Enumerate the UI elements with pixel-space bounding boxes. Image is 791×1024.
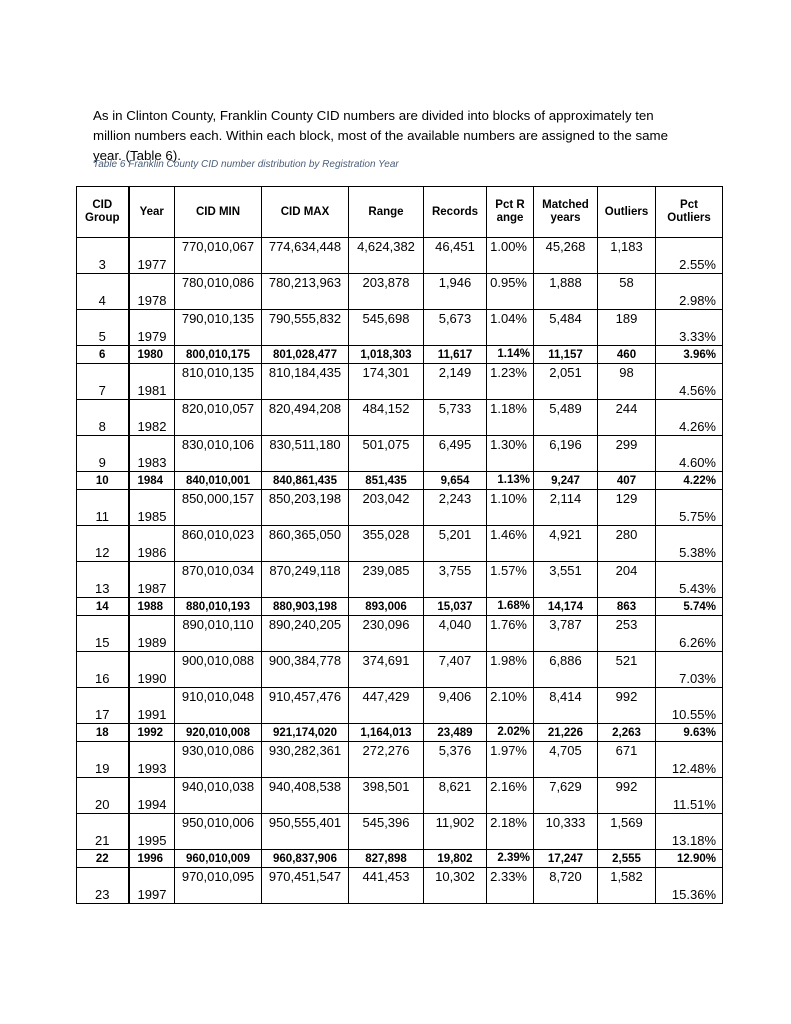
header-cid-min: CID MIN: [175, 187, 262, 238]
cell-year: 1984: [129, 472, 175, 490]
cell-matched-years: 2,114: [534, 490, 598, 526]
cell-range: 203,042: [349, 490, 424, 526]
cell-pct-outliers: 3.96%: [656, 346, 723, 364]
cell-pct-range: 0.95%: [487, 274, 534, 310]
cell-pct-outliers: 3.33%: [656, 310, 723, 346]
cell-pct-range: 2.18%: [487, 814, 534, 850]
cell-range: 1,018,303: [349, 346, 424, 364]
cell-outliers: 521: [598, 652, 656, 688]
table-row: [77, 652, 723, 688]
cell-outliers: 671: [598, 742, 656, 778]
cell-pct-range: 1.23%: [487, 364, 534, 400]
cell-records: 1,946: [424, 274, 487, 310]
cell-year: 1985: [129, 490, 175, 526]
cell-matched-years: 4,921: [534, 526, 598, 562]
cell-cid-max: 950,555,401: [262, 814, 349, 850]
cell-cid-min: 870,010,034: [175, 562, 262, 598]
cell-pct-range: 2.39%: [487, 850, 534, 868]
cell-cid-max: 774,634,448: [262, 238, 349, 274]
cell-year: 1988: [129, 598, 175, 616]
cell-cid-group: 6: [77, 346, 129, 364]
cell-cid-group: 12: [77, 526, 129, 562]
cell-cid-min: 850,000,157: [175, 490, 262, 526]
cell-matched-years: 3,787: [534, 616, 598, 652]
cell-outliers: 253: [598, 616, 656, 652]
cell-cid-max: 801,028,477: [262, 346, 349, 364]
cell-records: 3,755: [424, 562, 487, 598]
cell-year: 1981: [129, 364, 175, 400]
cell-cid-max: 790,555,832: [262, 310, 349, 346]
cell-matched-years: 3,551: [534, 562, 598, 598]
cell-records: 5,376: [424, 742, 487, 778]
cell-pct-range: 1.18%: [487, 400, 534, 436]
cell-outliers: 863: [598, 598, 656, 616]
cell-cid-max: 921,174,020: [262, 724, 349, 742]
cell-year: 1990: [129, 652, 175, 688]
cell-pct-outliers: 2.55%: [656, 238, 723, 274]
cell-cid-min: 960,010,009: [175, 850, 262, 868]
cell-records: 46,451: [424, 238, 487, 274]
header-cid-group: CID Group: [77, 187, 129, 238]
cell-cid-max: 870,249,118: [262, 562, 349, 598]
table-row: [77, 814, 723, 850]
cell-outliers: 280: [598, 526, 656, 562]
cell-cid-max: 820,494,208: [262, 400, 349, 436]
cell-records: 9,406: [424, 688, 487, 724]
cell-year: 1982: [129, 400, 175, 436]
table-header-row: [77, 187, 723, 238]
cell-matched-years: 5,484: [534, 310, 598, 346]
table-row: [77, 742, 723, 778]
cell-range: 501,075: [349, 436, 424, 472]
cell-year: 1979: [129, 310, 175, 346]
cell-records: 9,654: [424, 472, 487, 490]
header-cid-max: CID MAX: [262, 187, 349, 238]
table-row: [77, 850, 723, 868]
cell-matched-years: 8,720: [534, 868, 598, 904]
cell-cid-max: 780,213,963: [262, 274, 349, 310]
cell-year: 1977: [129, 238, 175, 274]
cell-range: 398,501: [349, 778, 424, 814]
cell-pct-outliers: 6.26%: [656, 616, 723, 652]
cell-records: 4,040: [424, 616, 487, 652]
cell-range: 545,396: [349, 814, 424, 850]
cell-pct-range: 2.16%: [487, 778, 534, 814]
cell-cid-max: 830,511,180: [262, 436, 349, 472]
cell-records: 11,617: [424, 346, 487, 364]
cell-matched-years: 6,196: [534, 436, 598, 472]
cell-outliers: 98: [598, 364, 656, 400]
table-row: [77, 778, 723, 814]
cell-cid-max: 900,384,778: [262, 652, 349, 688]
cell-cid-max: 930,282,361: [262, 742, 349, 778]
cell-outliers: 244: [598, 400, 656, 436]
table-row: [77, 616, 723, 652]
cell-pct-outliers: 5.38%: [656, 526, 723, 562]
cell-outliers: 992: [598, 778, 656, 814]
cell-cid-min: 900,010,088: [175, 652, 262, 688]
table-row: [77, 274, 723, 310]
cell-year: 1994: [129, 778, 175, 814]
cell-cid-max: 850,203,198: [262, 490, 349, 526]
cell-range: 1,164,013: [349, 724, 424, 742]
cell-records: 5,201: [424, 526, 487, 562]
cell-cid-min: 800,010,175: [175, 346, 262, 364]
cell-cid-group: 16: [77, 652, 129, 688]
cell-cid-min: 890,010,110: [175, 616, 262, 652]
cell-cid-min: 860,010,023: [175, 526, 262, 562]
cell-pct-outliers: 15.36%: [656, 868, 723, 904]
cell-records: 7,407: [424, 652, 487, 688]
cell-pct-range: 1.00%: [487, 238, 534, 274]
cell-pct-range: 1.30%: [487, 436, 534, 472]
cell-cid-min: 790,010,135: [175, 310, 262, 346]
cell-cid-max: 940,408,538: [262, 778, 349, 814]
cell-outliers: 2,555: [598, 850, 656, 868]
intro-paragraph: As in Clinton County, Franklin County CID numbers are divided into blocks of approximately ten million numbers each. Within each block, most of the available numbers are assigned to the same year. (Table 6).: [93, 108, 669, 164]
cell-records: 5,733: [424, 400, 487, 436]
cell-cid-min: 970,010,095: [175, 868, 262, 904]
table-row: [77, 238, 723, 274]
cell-cid-max: 880,903,198: [262, 598, 349, 616]
cell-pct-outliers: 5.75%: [656, 490, 723, 526]
cell-cid-max: 890,240,205: [262, 616, 349, 652]
cell-cid-min: 810,010,135: [175, 364, 262, 400]
table-row: [77, 526, 723, 562]
cell-matched-years: 45,268: [534, 238, 598, 274]
cell-year: 1978: [129, 274, 175, 310]
cell-matched-years: 1,888: [534, 274, 598, 310]
cell-range: 893,006: [349, 598, 424, 616]
cell-range: 441,453: [349, 868, 424, 904]
cell-outliers: 460: [598, 346, 656, 364]
cell-cid-group: 19: [77, 742, 129, 778]
cell-pct-range: 1.57%: [487, 562, 534, 598]
cell-cid-group: 4: [77, 274, 129, 310]
table-row: [77, 346, 723, 364]
cell-records: 5,673: [424, 310, 487, 346]
table-row: [77, 598, 723, 616]
header-pct-outliers: Pct Outliers: [656, 187, 723, 238]
cell-range: 239,085: [349, 562, 424, 598]
cell-records: 8,621: [424, 778, 487, 814]
cell-cid-min: 920,010,008: [175, 724, 262, 742]
cell-pct-outliers: 5.43%: [656, 562, 723, 598]
cell-pct-range: 1.98%: [487, 652, 534, 688]
cell-year: 1986: [129, 526, 175, 562]
table-row: [77, 562, 723, 598]
cell-matched-years: 5,489: [534, 400, 598, 436]
cell-range: 174,301: [349, 364, 424, 400]
cell-cid-min: 770,010,067: [175, 238, 262, 274]
cell-range: 4,624,382: [349, 238, 424, 274]
cell-outliers: 992: [598, 688, 656, 724]
cell-records: 23,489: [424, 724, 487, 742]
table-row: [77, 472, 723, 490]
cell-matched-years: 10,333: [534, 814, 598, 850]
table-row: [77, 400, 723, 436]
cell-cid-group: 11: [77, 490, 129, 526]
cell-cid-max: 860,365,050: [262, 526, 349, 562]
cell-year: 1991: [129, 688, 175, 724]
cell-pct-range: 1.76%: [487, 616, 534, 652]
cell-year: 1996: [129, 850, 175, 868]
cell-pct-outliers: 9.63%: [656, 724, 723, 742]
cell-pct-outliers: 5.74%: [656, 598, 723, 616]
cell-outliers: 189: [598, 310, 656, 346]
cell-matched-years: 14,174: [534, 598, 598, 616]
table-row: [77, 310, 723, 346]
cell-cid-group: 7: [77, 364, 129, 400]
cell-pct-range: 1.14%: [487, 346, 534, 364]
header-range: Range: [349, 187, 424, 238]
cell-cid-group: 9: [77, 436, 129, 472]
cell-outliers: 1,569: [598, 814, 656, 850]
cell-cid-min: 820,010,057: [175, 400, 262, 436]
cell-year: 1983: [129, 436, 175, 472]
cell-records: 2,243: [424, 490, 487, 526]
table-row: [77, 868, 723, 904]
cell-matched-years: 7,629: [534, 778, 598, 814]
cell-year: 1989: [129, 616, 175, 652]
cell-outliers: 1,582: [598, 868, 656, 904]
cell-cid-max: 910,457,476: [262, 688, 349, 724]
cell-outliers: 58: [598, 274, 656, 310]
cell-records: 2,149: [424, 364, 487, 400]
cell-cid-min: 840,010,001: [175, 472, 262, 490]
cell-range: 355,028: [349, 526, 424, 562]
cell-matched-years: 17,247: [534, 850, 598, 868]
cell-pct-range: 1.04%: [487, 310, 534, 346]
cell-range: 230,096: [349, 616, 424, 652]
cell-outliers: 1,183: [598, 238, 656, 274]
cell-cid-group: 10: [77, 472, 129, 490]
cell-range: 203,878: [349, 274, 424, 310]
cell-matched-years: 9,247: [534, 472, 598, 490]
table-row: [77, 688, 723, 724]
cell-outliers: 299: [598, 436, 656, 472]
cell-pct-outliers: 13.18%: [656, 814, 723, 850]
cell-pct-range: 1.13%: [487, 472, 534, 490]
cell-pct-outliers: 2.98%: [656, 274, 723, 310]
cell-matched-years: 21,226: [534, 724, 598, 742]
cell-cid-max: 970,451,547: [262, 868, 349, 904]
cell-matched-years: 2,051: [534, 364, 598, 400]
table-row: [77, 364, 723, 400]
cell-cid-group: 15: [77, 616, 129, 652]
table-row: [77, 490, 723, 526]
cell-pct-range: 1.10%: [487, 490, 534, 526]
header-year: Year: [129, 187, 175, 238]
cell-outliers: 204: [598, 562, 656, 598]
cell-cid-group: 14: [77, 598, 129, 616]
cell-cid-group: 13: [77, 562, 129, 598]
cid-distribution-table: [76, 186, 723, 904]
cell-records: 19,802: [424, 850, 487, 868]
cell-cid-group: 8: [77, 400, 129, 436]
cell-range: 447,429: [349, 688, 424, 724]
table-caption: Table 6 Franklin County CID number distribution by Registration Year: [93, 159, 399, 170]
table-row: [77, 436, 723, 472]
cell-cid-min: 780,010,086: [175, 274, 262, 310]
cell-matched-years: 8,414: [534, 688, 598, 724]
cell-pct-outliers: 11.51%: [656, 778, 723, 814]
cell-cid-min: 910,010,048: [175, 688, 262, 724]
cell-pct-range: 1.68%: [487, 598, 534, 616]
cell-pct-range: 2.02%: [487, 724, 534, 742]
cell-cid-min: 830,010,106: [175, 436, 262, 472]
cell-range: 374,691: [349, 652, 424, 688]
cell-range: 484,152: [349, 400, 424, 436]
cell-pct-range: 1.46%: [487, 526, 534, 562]
cell-pct-outliers: 4.60%: [656, 436, 723, 472]
header-records: Records: [424, 187, 487, 238]
cell-year: 1995: [129, 814, 175, 850]
cell-matched-years: 6,886: [534, 652, 598, 688]
cell-matched-years: 4,705: [534, 742, 598, 778]
cell-cid-max: 960,837,906: [262, 850, 349, 868]
cell-pct-outliers: 10.55%: [656, 688, 723, 724]
cell-records: 10,302: [424, 868, 487, 904]
table-row: [77, 724, 723, 742]
cell-cid-max: 810,184,435: [262, 364, 349, 400]
cell-pct-outliers: 12.90%: [656, 850, 723, 868]
cell-cid-group: 22: [77, 850, 129, 868]
cell-cid-group: 17: [77, 688, 129, 724]
cell-year: 1980: [129, 346, 175, 364]
cell-cid-group: 5: [77, 310, 129, 346]
cell-outliers: 407: [598, 472, 656, 490]
cell-pct-outliers: 4.22%: [656, 472, 723, 490]
cell-records: 15,037: [424, 598, 487, 616]
cell-matched-years: 11,157: [534, 346, 598, 364]
cell-range: 851,435: [349, 472, 424, 490]
cell-year: 1993: [129, 742, 175, 778]
cell-range: 545,698: [349, 310, 424, 346]
cell-records: 11,902: [424, 814, 487, 850]
cell-pct-outliers: 4.26%: [656, 400, 723, 436]
cell-pct-outliers: 12.48%: [656, 742, 723, 778]
cell-cid-min: 940,010,038: [175, 778, 262, 814]
cell-cid-max: 840,861,435: [262, 472, 349, 490]
cell-outliers: 129: [598, 490, 656, 526]
cell-cid-group: 20: [77, 778, 129, 814]
cell-pct-outliers: 4.56%: [656, 364, 723, 400]
cell-year: 1992: [129, 724, 175, 742]
cell-outliers: 2,263: [598, 724, 656, 742]
cell-cid-min: 950,010,006: [175, 814, 262, 850]
cell-range: 272,276: [349, 742, 424, 778]
cell-range: 827,898: [349, 850, 424, 868]
cell-year: 1997: [129, 868, 175, 904]
cell-cid-group: 18: [77, 724, 129, 742]
header-pct-range: Pct Range: [487, 187, 534, 238]
cell-cid-group: 23: [77, 868, 129, 904]
cell-cid-group: 21: [77, 814, 129, 850]
cell-pct-outliers: 7.03%: [656, 652, 723, 688]
cell-pct-range: 2.10%: [487, 688, 534, 724]
cell-year: 1987: [129, 562, 175, 598]
cell-pct-range: 2.33%: [487, 868, 534, 904]
cell-cid-group: 3: [77, 238, 129, 274]
header-outliers: Outliers: [598, 187, 656, 238]
cell-cid-min: 930,010,086: [175, 742, 262, 778]
header-matched-years: Matched years: [534, 187, 598, 238]
cell-pct-range: 1.97%: [487, 742, 534, 778]
cell-cid-min: 880,010,193: [175, 598, 262, 616]
cell-records: 6,495: [424, 436, 487, 472]
